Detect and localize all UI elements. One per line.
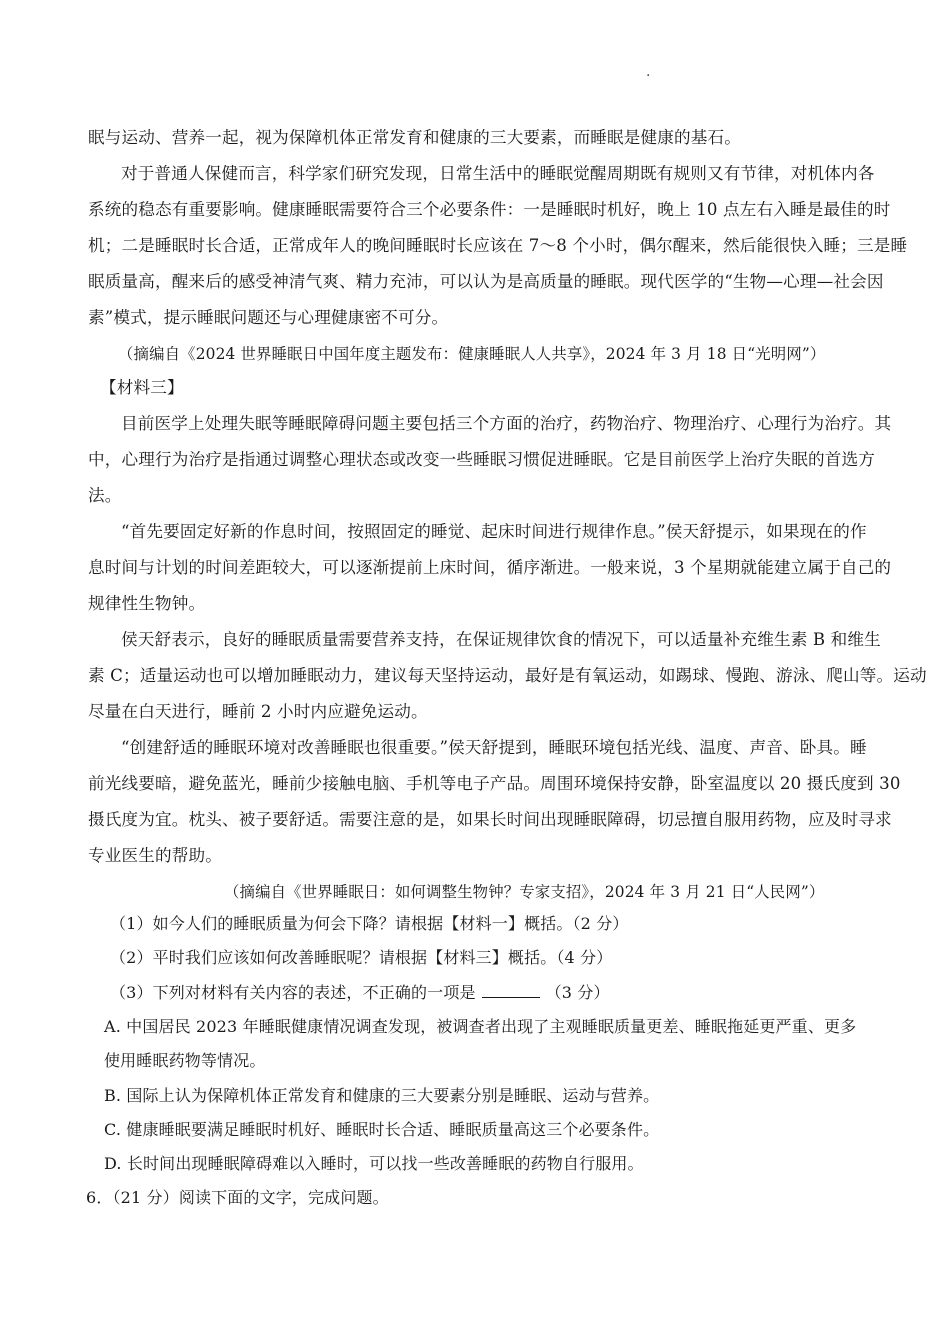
- question-3-suffix: （3 分）: [545, 983, 610, 1002]
- option-a: A. 中国居民 2023 年睡眠健康情况调查发现，被调查者出现了主观睡眠质量更差、睡眠拖延更严重、更多: [104, 1017, 857, 1036]
- text-line: 息时间与计划的时间差距较大，可以逐渐提前上床时间，循序渐进。一般来说，3 个星期就能建立属于自己的: [88, 558, 892, 577]
- section-heading: 【材料三】: [100, 378, 184, 397]
- question-1: （1）如今人们的睡眠质量为何会下降？请根据【材料一】概括。（2 分）: [110, 914, 629, 933]
- text-line: 规律性生物钟。: [88, 594, 206, 613]
- header-mark: ·: [646, 68, 651, 84]
- text-line: 素”模式，提示睡眠问题还与心理健康密不可分。: [88, 308, 449, 327]
- text-line: 目前医学上处理失眠等睡眠障碍问题主要包括三个方面的治疗，药物治疗、物理治疗、心理行为治疗。其: [121, 414, 892, 433]
- text-line: 尽量在白天进行，睡前 2 小时内应避免运动。: [88, 702, 428, 721]
- text-line: 专业医生的帮助。: [88, 846, 222, 865]
- text-line: 眠质量高，醒来后的感受神清气爽、精力充沛，可以认为是高质量的睡眠。现代医学的“生物—心理—社会因: [88, 272, 884, 291]
- answer-blank[interactable]: [482, 983, 540, 998]
- text-line: “首先要固定好新的作息时间，按照固定的睡觉、起床时间进行规律作息。”侯天舒提示，如果现在的作: [121, 522, 867, 541]
- text-line: 前光线要暗，避免蓝光，睡前少接触电脑、手机等电子产品。周围环境保持安静，卧室温度以 20 摄氏度到 30: [88, 774, 901, 793]
- question-6-heading: 6．（21 分）阅读下面的文字，完成问题。: [86, 1188, 389, 1207]
- option-b: B. 国际上认为保障机体正常发育和健康的三大要素分别是睡眠、运动与营养。: [104, 1086, 660, 1105]
- text-line: 摄氏度为宜。枕头、被子要舒适。需要注意的是，如果长时间出现睡眠障碍，切忌擅自服用药物，应及时寻求: [88, 810, 892, 829]
- text-line: 法。: [88, 486, 122, 505]
- text-line: 对于普通人保健而言，科学家们研究发现，日常生活中的睡眠觉醒周期既有规则又有节律，对机体内各: [121, 164, 875, 183]
- text-line: 机；二是睡眠时长合适，正常成年人的晚间睡眠时长应该在 7～8 个小时，偶尔醒来，然后能很快入睡；三是睡: [88, 236, 908, 255]
- question-3-prefix: （3）下列对材料有关内容的表述，不正确的一项是: [110, 983, 476, 1002]
- source-citation: （摘编自《世界睡眠日：如何调整生物钟？专家支招》，2024 年 3 月 21 日“人民网”）: [224, 883, 825, 901]
- question-3: [110, 981, 610, 1005]
- question-2: （2）平时我们应该如何改善睡眠呢？请根据【材料三】概括。（4 分）: [110, 948, 613, 967]
- option-c: C. 健康睡眠要满足睡眠时机好、睡眠时长合适、睡眠质量高这三个必要条件。: [104, 1120, 660, 1139]
- text-line: 侯天舒表示，良好的睡眠质量需要营养支持，在保证规律饮食的情况下，可以适量补充维生素 B 和维生: [121, 630, 881, 649]
- text-line: 中，心理行为治疗是指通过调整心理状态或改变一些睡眠习惯促进睡眠。它是目前医学上治疗失眠的首选方: [88, 450, 875, 469]
- text-line: “创建舒适的睡眠环境对改善睡眠也很重要。”侯天舒提到，睡眠环境包括光线、温度、声音、卧具。睡: [121, 738, 867, 757]
- option-d: D. 长时间出现睡眠障碍难以入睡时，可以找一些改善睡眠的药物自行服用。: [104, 1154, 644, 1173]
- option-a-cont: 使用睡眠药物等情况。: [104, 1051, 266, 1070]
- text-line: 眠与运动、营养一起，视为保障机体正常发育和健康的三大要素，而睡眠是健康的基石。: [88, 128, 742, 147]
- text-line: 素 C；适量运动也可以增加睡眠动力，建议每天坚持运动，最好是有氧运动，如踢球、慢跑、游泳、爬山等。运动: [88, 666, 927, 685]
- text-line: 系统的稳态有重要影响。健康睡眠需要符合三个必要条件：一是睡眠时机好，晚上 10 点左右入睡是最佳的时: [88, 200, 891, 219]
- source-citation: （摘编自《2024 世界睡眠日中国年度主题发布：健康睡眠人人共享》，2024 年 3 月 18 日“光明网”）: [118, 345, 826, 363]
